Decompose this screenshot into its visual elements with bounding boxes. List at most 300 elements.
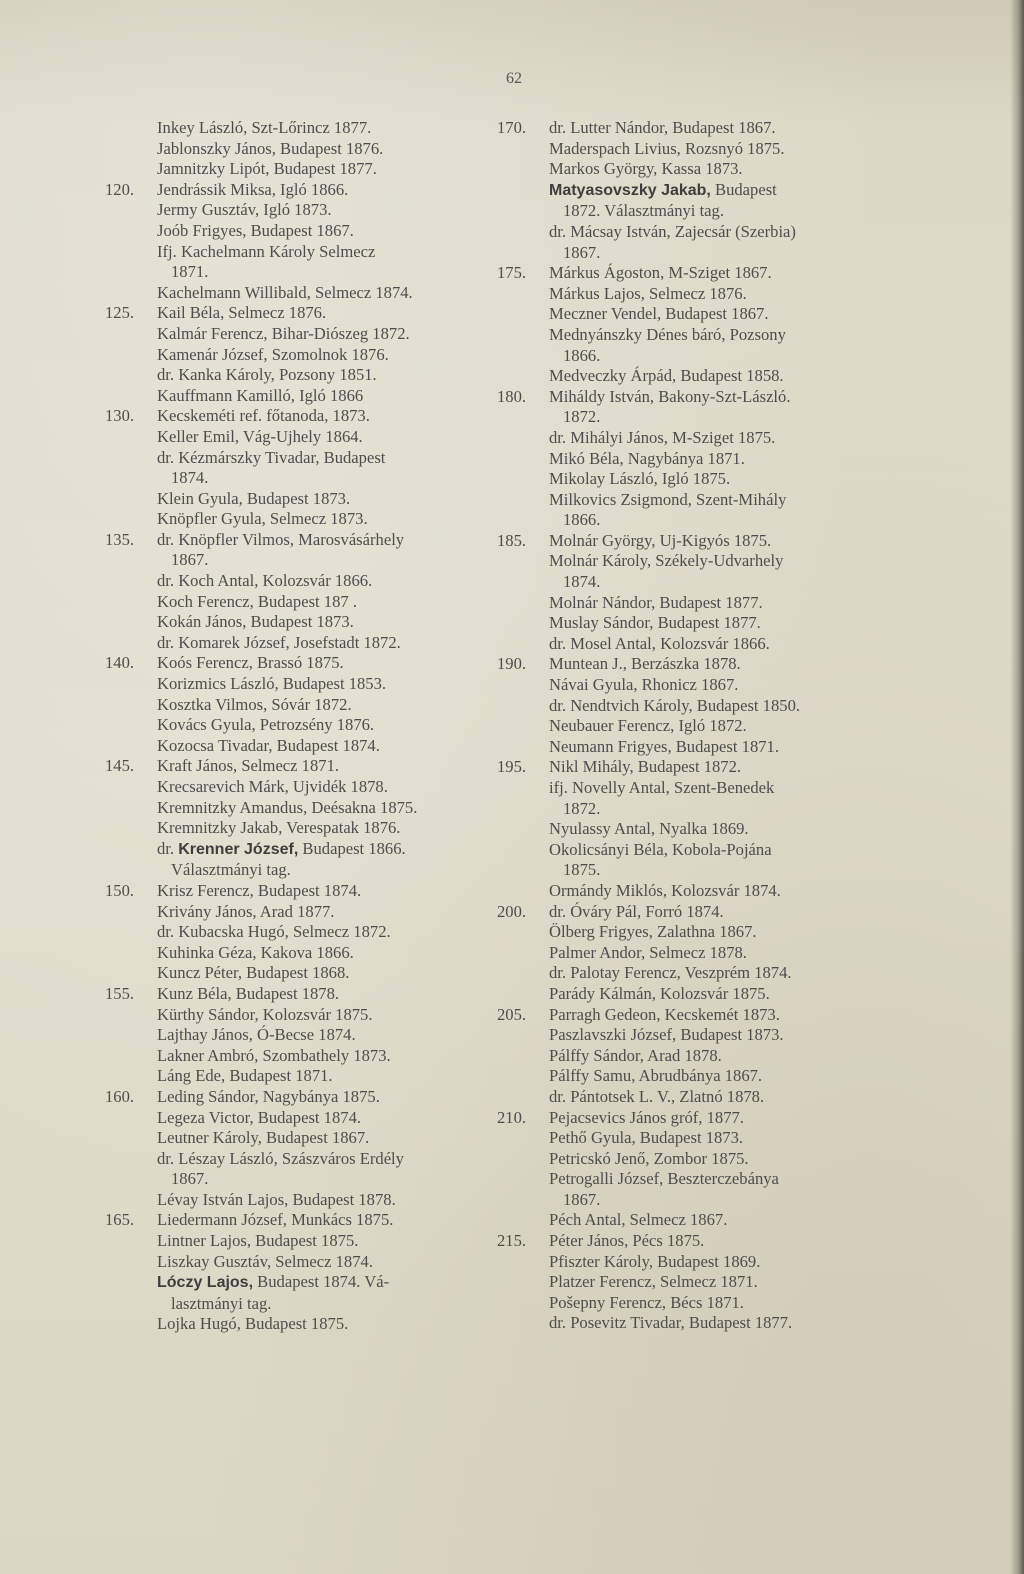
entry-line [157,756,339,775]
member-entry [105,943,505,964]
member-entry [105,242,505,283]
entry-text: dr. Kézmárszky Tivadar, Budapest [157,447,386,467]
entry-number: 210. [497,1107,527,1127]
member-entry [497,1025,907,1046]
entry-text: Liszkay Gusztáv, Selmecz 1874. [157,1251,373,1271]
entry-prefix: dr. [157,838,179,858]
entry-line [549,1169,779,1188]
entry-line [549,1025,784,1044]
entry-number: 205. [497,1004,527,1024]
member-entry [105,386,505,407]
member-entry [105,139,505,160]
member-entry [105,1252,505,1273]
entry-number: 215. [497,1231,527,1251]
member-entry [497,304,907,325]
entry-text: Paszlavszki József, Budapest 1873. [549,1025,784,1045]
member-entry [497,1066,907,1087]
entry-number: 140. [105,653,135,673]
entry-line [549,654,741,673]
entry-text: Okolicsányi Béla, Kobola-Pojána [549,839,772,859]
member-entry [105,1046,505,1067]
entry-line [157,406,370,425]
entry-line [549,428,775,447]
entry-text: Platzer Ferencz, Selmecz 1871. [549,1272,758,1292]
entry-number: 170. [497,118,527,137]
member-entry [105,530,505,571]
entry-line [549,1252,760,1271]
entry-name-bold: Krenner József, [178,840,299,858]
entry-name-bold: Matyasovszky Jakab, [549,181,711,199]
member-entry [497,387,907,428]
entry-text: dr. Koch Antal, Kolozsvár 1866. [157,571,373,591]
member-entry [497,1210,907,1231]
entry-text: Parragh Gedeon, Kecskemét 1873. [549,1004,780,1024]
entry-number: 160. [105,1086,135,1106]
entry-continuation: 1867. [563,242,601,262]
entry-line [157,448,385,467]
entry-line [549,1005,780,1024]
entry-line [157,283,413,302]
entry-text: Kail Béla, Selmecz 1876. [157,303,327,323]
entry-continuation: 1872. [563,407,601,427]
entry-text: Pošepny Ferencz, Bécs 1871. [549,1292,744,1312]
member-entry [105,1087,505,1108]
member-entry [497,1169,907,1210]
entry-text: Liedermann József, Munkács 1875. [157,1210,394,1230]
entry-line [549,593,763,612]
entry-continuation: lasztmányi tag. [171,1293,272,1313]
entry-text: Petrogalli József, Beszterczebánya [549,1169,779,1189]
entry-text: Lintner Lajos, Budapest 1875. [157,1231,359,1251]
entry-line [549,613,761,632]
member-entry [105,653,505,674]
entry-text: Jamnitzky Lipót, Budapest 1877. [157,159,377,179]
entry-text: dr. Lészay László, Szászváros Erdély [157,1148,404,1168]
entry-name-bold: Lóczy Lajos, [157,1274,254,1292]
entry-text: Joób Frigyes, Budapest 1867. [157,220,354,240]
entry-line [549,1210,727,1229]
entry-line [157,530,404,549]
member-entry [105,1272,505,1314]
entry-text: Budapest 1866. [298,838,406,858]
entry-text: Kosztka Vilmos, Sóvár 1872. [157,694,352,714]
entry-text: Pálffy Sándor, Arad 1878. [549,1045,722,1065]
member-entry [105,902,505,923]
entry-text: Koós Ferencz, Brassó 1875. [157,653,344,673]
member-entry [105,489,505,510]
entry-line [549,778,774,797]
entry-number: 120. [105,179,135,199]
entry-text: Molnár Nándor, Budapest 1877. [549,592,763,612]
entry-text: Ormándy Miklós, Kolozsvár 1874. [549,880,781,900]
entry-text: Jablonszky János, Budapest 1876. [157,138,384,158]
entry-text: Kauffmann Kamilló, Igló 1866 [157,385,364,405]
member-entry [105,365,505,386]
entry-text: Krecsarevich Márk, Ujvidék 1878. [157,777,388,796]
member-entry [105,592,505,613]
entry-text: Korizmics László, Budapest 1853. [157,674,387,694]
member-entry [105,1231,505,1252]
entry-text: Návai Gyula, Rhonicz 1867. [549,675,739,695]
entry-line [157,653,344,672]
entry-line [157,1210,393,1229]
member-entry [105,715,505,736]
entry-line [157,674,386,693]
member-entry [105,324,505,345]
entry-line [157,1005,372,1024]
entry-text: Meczner Vendel, Budapest 1867. [549,304,769,324]
entry-text: Milkovics Zsigmond, Szent-Mihály [549,489,787,509]
entry-line [157,489,350,508]
member-entry [497,428,907,449]
entry-continuation: 1875. [563,860,601,880]
entry-text: Mednyánszky Dénes báró, Pozsony [549,324,786,344]
entry-line [549,159,743,178]
member-entry [497,737,907,758]
entry-continuation: 1871. [171,262,209,282]
entry-line [549,1108,744,1127]
entry-line [157,1149,404,1168]
entry-line [549,984,770,1003]
entry-line [549,1149,749,1168]
entry-text: Keller Emil, Vág-Ujhely 1864. [157,426,363,446]
member-entry [497,263,907,284]
member-entry [105,1108,505,1129]
member-entry [105,963,505,984]
entry-text: Molnár György, Uj-Kigyós 1875. [549,530,772,550]
entry-line [157,695,352,714]
entry-line [549,222,796,241]
entry-number: 135. [105,529,135,549]
entry-line [157,1190,396,1209]
entry-line [549,819,749,838]
entry-text: Jendrássik Miksa, Igló 1866. [157,179,349,199]
entry-text: Pejacsevics János gróf, 1877. [549,1107,744,1127]
entry-line [549,139,785,158]
entry-number: 145. [105,756,135,776]
entry-line [157,386,363,405]
member-entry [105,1314,505,1335]
entry-number: 155. [105,983,135,1003]
entry-number: 185. [497,530,527,550]
entry-line [157,365,377,384]
entry-text: Kraft János, Selmecz 1871. [157,756,340,776]
entry-text: Budapest [710,179,777,199]
entry-text: Kremnitzky Jakab, Verespatak 1876. [157,818,401,838]
member-entry [497,1108,907,1129]
entry-line [157,303,326,322]
entry-line [157,509,368,528]
entry-line [157,963,349,982]
entry-text: Láng Ede, Budapest 1871. [157,1066,333,1086]
member-entry [497,943,907,964]
member-entry [105,221,505,242]
entry-number: 190. [497,654,527,674]
entry-line [549,1272,758,1291]
entry-line [549,943,747,962]
entry-continuation: 1867. [171,1169,209,1189]
entry-text: Palmer Andor, Selmecz 1878. [549,942,747,962]
member-entry [497,819,907,840]
entry-continuation: 1872. [563,798,601,818]
entry-line [549,387,791,406]
entry-text: Leutner Károly, Budapest 1867. [157,1128,370,1148]
member-entry [105,736,505,757]
entry-line [157,159,377,178]
member-entry [497,613,907,634]
entry-line [157,1128,369,1147]
entry-text: dr. Kanka Károly, Pozsony 1851. [157,365,377,385]
entry-text: Leding Sándor, Nagybánya 1875. [157,1086,380,1106]
entry-line [157,736,380,755]
entry-text: Kovács Gyula, Petrozsény 1876. [157,715,375,735]
member-entry [105,509,505,530]
entry-text: Pethő Gyula, Budapest 1873. [549,1128,744,1148]
entry-text: dr. Mácsay István, Zajecsár (Szerbia) [549,221,796,241]
entry-text: Maderspach Livius, Rozsnyó 1875. [549,138,785,158]
member-entry [497,1005,907,1026]
entry-line [549,1231,704,1250]
member-entry [105,922,505,943]
member-entry [105,881,505,902]
member-entry [497,1252,907,1273]
member-entry [105,1210,505,1231]
entry-text: Kozocsa Tivadar, Budapest 1874. [157,735,380,755]
entry-line [157,902,334,921]
entry-line [157,242,375,261]
entry-line [157,118,371,137]
entry-line [157,612,354,631]
entry-text: Kecskeméti ref. főtanoda, 1873. [157,406,370,426]
member-entry [497,222,907,263]
member-entry [497,159,907,180]
member-entry [105,798,505,819]
entry-line [157,922,391,941]
entry-line [549,304,769,323]
entry-line [549,696,800,715]
entry-text: Péter János, Pécs 1875. [549,1231,705,1251]
entry-continuation: 1866. [563,510,601,530]
entry-text: Kuncz Péter, Budapest 1868. [157,963,350,983]
member-entry [105,984,505,1005]
entry-line [157,139,383,158]
entry-line [549,675,738,694]
member-entry [105,1005,505,1026]
entry-text: dr. Mihályi János, M-Sziget 1875. [549,427,776,447]
entry-text: Petricskó Jenő, Zombor 1875. [549,1148,749,1168]
entry-line [549,922,757,941]
entry-text: Lévay István Lajos, Budapest 1878. [157,1189,396,1209]
entry-line [157,345,389,364]
entry-line [157,571,372,590]
member-entry [497,840,907,881]
member-entry [497,325,907,366]
entry-text: dr. Knöpfler Vilmos, Marosvásárhely [157,529,405,549]
entry-line [549,366,784,385]
member-entry [497,1149,907,1170]
entry-line [549,737,779,756]
entry-line [549,1046,722,1065]
entry-text: Kachelmann Willibald, Selmecz 1874. [157,282,413,302]
member-entry [497,284,907,305]
entry-continuation: 1874. [171,468,209,488]
entry-text: Miháldy István, Bakony-Szt-László. [549,386,791,406]
entry-text: Knöpfler Gyula, Selmecz 1873. [157,509,368,529]
entry-text: Krivány János, Arad 1877. [157,901,335,921]
entry-text: Lakner Ambró, Szombathely 1873. [157,1045,391,1065]
member-entry [105,1025,505,1046]
member-entry [105,777,505,798]
member-entry [105,448,505,489]
entry-text: Kuhinka Géza, Kakova 1866. [157,942,354,962]
entry-text: Kremnitzky Amandus, Deésakna 1875. [157,797,418,817]
entry-line [549,284,747,303]
entry-line [157,1231,358,1250]
entry-text: dr. Palotay Ferencz, Veszprém 1874. [549,963,792,983]
entry-text: Neumann Frigyes, Budapest 1871. [549,736,779,756]
member-entry [497,1231,907,1252]
member-entry [105,345,505,366]
entry-text: Pálffy Samu, Abrudbánya 1867. [549,1066,763,1086]
entry-number: 130. [105,406,135,426]
member-entry [105,406,505,427]
entry-line [549,1128,743,1147]
entry-text: Molnár Károly, Székely-Udvarhely [549,551,784,571]
entry-line [549,902,724,921]
entry-line [157,1025,356,1044]
entry-text: Mikolay László, Igló 1875. [549,469,731,489]
member-entry [497,881,907,902]
entry-text: dr. Posevitz Tivadar, Budapest 1877. [549,1313,793,1333]
member-entry [497,469,907,490]
entry-line [157,839,406,858]
entry-text: Muntean J., Berzászka 1878. [549,654,741,674]
member-entry [105,1066,505,1087]
entry-line [549,449,745,468]
entry-continuation: Választmányi tag. [171,860,291,880]
entry-number: 180. [497,386,527,406]
entry-text: Pfiszter Károly, Budapest 1869. [549,1251,761,1271]
entry-continuation: 1874. [563,572,601,592]
member-entry [105,1190,505,1211]
entry-text: Mikó Béla, Nagybánya 1871. [549,448,745,468]
entry-line [157,798,417,817]
entry-text: dr. Nendtvich Károly, Budapest 1850. [549,695,801,715]
page-number: 62 [506,70,522,87]
member-entry [497,716,907,737]
member-entry [497,551,907,592]
member-entry [105,695,505,716]
member-entry [497,1128,907,1149]
member-entry [105,1128,505,1149]
member-entry [497,366,907,387]
member-entry [497,449,907,470]
entry-line [549,531,771,550]
member-list-right-column [497,118,907,1334]
member-entry [497,757,907,778]
entry-line [157,200,332,219]
entry-text: Budapest 1874. Vá- [253,1272,390,1292]
member-entry [105,200,505,221]
member-entry [497,118,907,139]
entry-text: Kamenár József, Szomolnok 1876. [157,344,389,364]
entry-text: Klein Gyula, Budapest 1873. [157,488,351,508]
entry-number: 195. [497,757,527,777]
entry-text: dr. Mosel Antal, Kolozsvár 1866. [549,633,770,653]
member-entry [105,303,505,324]
member-entry [105,159,505,180]
entry-line [549,840,772,859]
entry-line [157,1108,361,1127]
entry-line [549,757,741,776]
entry-line [549,634,770,653]
entry-line [157,1272,389,1291]
entry-line [549,1313,792,1332]
entry-line [549,963,792,982]
entry-number: 175. [497,263,527,283]
member-entry [497,634,907,655]
entry-line [157,180,348,199]
entry-line [549,118,776,137]
member-entry [497,922,907,943]
entry-text: Inkey László, Szt-Lőrincz 1877. [157,118,372,137]
entry-text: Lajthay János, Ó-Becse 1874. [157,1025,356,1045]
entry-continuation: 1867. [563,1189,601,1209]
entry-line [157,1066,333,1085]
entry-line [157,1087,380,1106]
entry-line [157,633,401,652]
member-entry [105,818,505,839]
entry-text: Jermy Gusztáv, Igló 1873. [157,200,332,220]
entry-text: Nikl Mihály, Budapest 1872. [549,757,742,777]
entry-text: dr. Pántotsek L. V., Zlatnó 1878. [549,1086,765,1106]
entry-continuation: 1867. [171,550,209,570]
member-entry [497,1313,907,1334]
entry-text: Ifj. Kachelmann Károly Selmecz [157,241,376,261]
entry-text: Márkus Lajos, Selmecz 1876. [549,283,747,303]
entry-text: Krisz Ferencz, Budapest 1874. [157,880,362,900]
member-entry [497,531,907,552]
entry-line [157,943,354,962]
entry-line [157,427,363,446]
member-entry [105,756,505,777]
member-list-left-column [105,118,505,1335]
entry-line [549,1293,744,1312]
entry-number: 165. [105,1210,135,1230]
member-entry [105,571,505,592]
entry-line [549,1066,762,1085]
entry-line [549,263,772,282]
member-entry [105,1149,505,1190]
member-entry [105,180,505,201]
member-entry [105,283,505,304]
member-entry [105,612,505,633]
entry-continuation: 1866. [563,345,601,365]
entry-text: Lojka Hugó, Budapest 1875. [157,1314,349,1334]
entry-text: ifj. Novelly Antal, Szent-Benedek [549,778,775,797]
member-entry [497,696,907,717]
entry-text: Kalmár Ferencz, Bihar-Diószeg 1872. [157,323,410,343]
entry-text: dr. Óváry Pál, Forró 1874. [549,901,724,921]
entry-line [549,881,781,900]
entry-continuation: 1872. Választmányi tag. [563,201,724,221]
entry-line [157,818,400,837]
entry-text: Ölberg Frigyes, Zalathna 1867. [549,922,757,942]
member-entry [497,180,907,222]
entry-text: Koch Ferencz, Budapest 187 . [157,591,357,611]
entry-line [157,221,354,240]
member-entry [105,839,505,881]
